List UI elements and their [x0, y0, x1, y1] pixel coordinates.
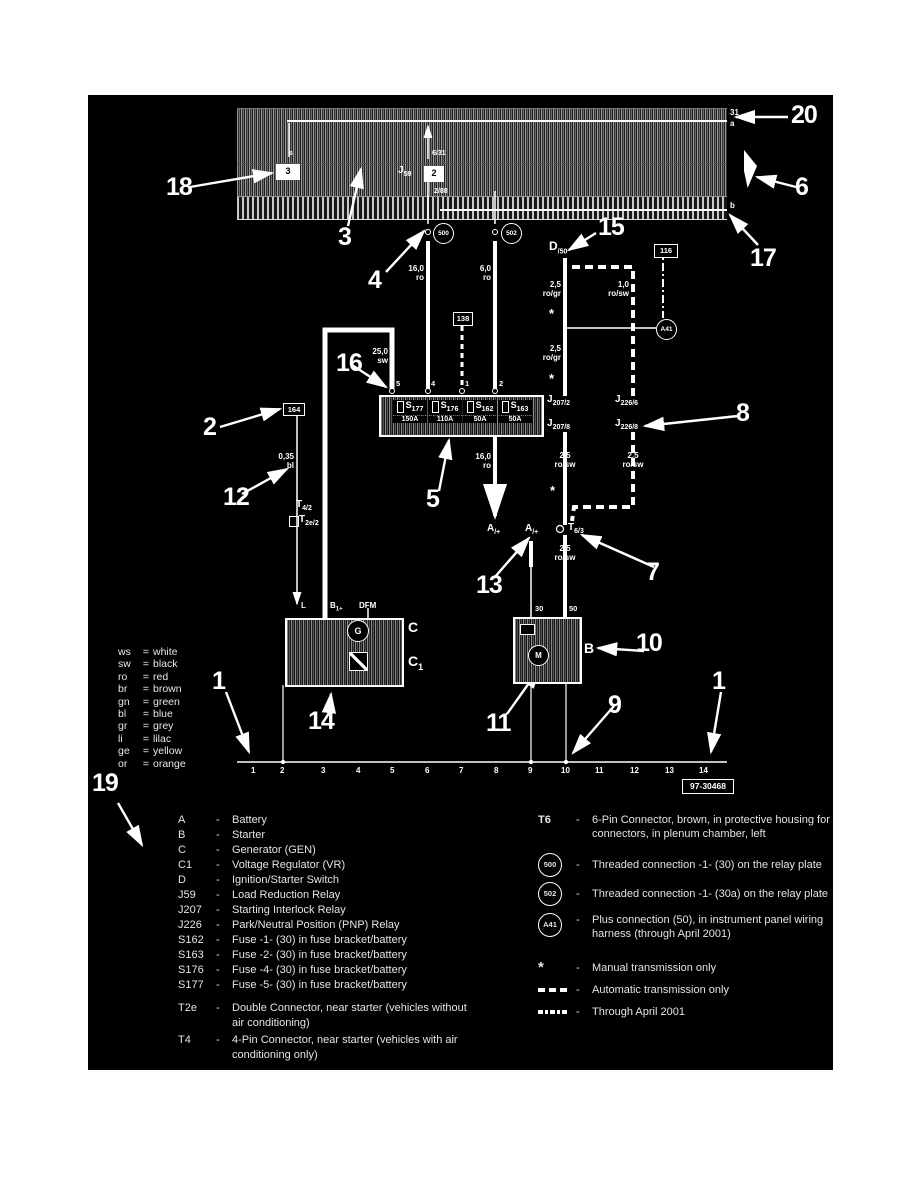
track-number-9: 9	[528, 766, 533, 775]
legend-row-asterisk: * - Manual transmission only	[538, 959, 717, 976]
track-number-12: 12	[630, 766, 639, 775]
relay-pin-s: s	[289, 150, 293, 157]
fuse-icon	[467, 401, 474, 413]
track-number-7: 7	[459, 766, 464, 775]
t2e-2-connector-symbol	[289, 516, 299, 527]
fuse-terminal-5: 5	[396, 379, 401, 388]
j226-pin8-label: $J_{226/8}$	[615, 418, 639, 431]
callout-4: 4	[368, 266, 381, 294]
callout-8: 8	[736, 399, 749, 427]
wire-color-row: ws = white	[118, 646, 178, 658]
track-number-5: 5	[390, 766, 395, 775]
wire-label-2-5-rosw-j207: 2,5 ro/sw	[554, 451, 576, 469]
legend-row-dashdot: - Through April 2001	[538, 1005, 842, 1019]
j59-pin-bottom: 2/88	[434, 188, 448, 195]
fuse-terminal-2: 2	[499, 379, 504, 388]
legend-row: S162 - Fuse -1- (30) in fuse bracket/battery	[178, 934, 407, 946]
callout-18: 18	[166, 173, 192, 201]
generator-terminal-b1plus: $B_{1+}$	[330, 601, 343, 613]
callout-13: 13	[476, 571, 502, 599]
fuse-icon	[397, 401, 404, 413]
legend-row-a41: A41 - Plus connection (50), in instrument panel wiring harness (through April 2001)	[538, 913, 842, 941]
callout-7: 7	[646, 558, 659, 586]
connector-box-164: 164	[283, 403, 305, 416]
bus-31-label: 31	[730, 108, 739, 117]
callout-15: 15	[598, 213, 624, 241]
wire-label-2-5-rosw-j226: 2,5 ro/sw	[622, 451, 644, 469]
fuse-amp-rating: 50A	[463, 416, 497, 423]
generator-terminal-l: L	[301, 601, 306, 610]
wire-color-row: ge = yellow	[118, 745, 183, 758]
battery-plus-label: $A_{/+}$	[487, 523, 501, 536]
fuse-amp-rating: 110A	[428, 416, 462, 423]
wire-color-row: li = lilac	[118, 732, 172, 745]
manual-transmission-asterisk: *	[549, 371, 555, 386]
plus-connection-icon: A41	[538, 913, 562, 937]
track-number-13: 13	[665, 766, 674, 775]
battery-plus-label: $A_{/+}$	[525, 523, 539, 536]
fuse-s163: $S_{163}$ 50A	[498, 400, 532, 430]
t6-3-connector-label: $T_{6/3}$	[568, 522, 584, 535]
track-number-14: 14	[699, 766, 708, 775]
callout-16: 16	[336, 349, 362, 377]
legend-row: T2e - Double Connector, near starter (vehicles without air conditioning)	[178, 1002, 467, 1029]
callout-17: 17	[750, 244, 776, 272]
wire-label-2-5-rogr-lower: 2,5 ro/gr	[542, 344, 561, 362]
generator-terminal-dfm: DFM	[359, 601, 377, 610]
legend-row: T4 - 4-Pin Connector, near starter (vehicles with air conditioning only)	[178, 1034, 458, 1061]
track-number-10: 10	[561, 766, 570, 775]
starter-terminal-30: 30	[535, 604, 544, 613]
starter-terminal-50: 50	[569, 604, 578, 613]
regulator-letter: $C_1$	[408, 653, 424, 672]
fuse-s177: $S_{177}$ 150A	[393, 400, 427, 430]
fuse-terminal-1: 1	[465, 379, 470, 388]
callout-arrows	[118, 117, 796, 845]
component-legend-left	[178, 813, 472, 1063]
connector-box-138: 138	[453, 312, 473, 326]
legend-row: C - Generator (GEN)	[178, 844, 316, 856]
fuse-terminal-4: 4	[431, 379, 436, 388]
t4-2-connector-label: $T_{4/2}$	[296, 499, 312, 512]
dash-dot-line-icon	[538, 1010, 568, 1014]
starter-motor-symbol: M	[528, 645, 549, 666]
callout-6: 6	[795, 173, 808, 201]
bus-b-label: b	[730, 201, 735, 210]
manual-transmission-asterisk: *	[550, 483, 556, 498]
plus-connection-a41: A41	[656, 319, 677, 340]
legend-row-500: 500 - Threaded connection -1- (30) on the relay plate	[538, 853, 842, 877]
fuse-s176: $S_{176}$ 110A	[428, 400, 462, 430]
legend-row: C1 - Voltage Regulator (VR)	[178, 859, 346, 871]
wire-color-row: gn = green	[118, 695, 180, 708]
legend-row: A - Battery	[178, 814, 267, 826]
wire-color-row: br = brown	[118, 683, 182, 696]
wire-color-row: bl = blue	[118, 708, 173, 721]
relay-terminal-3-box	[276, 164, 300, 180]
legend-row: S176 - Fuse -4- (30) in fuse bracket/battery	[178, 964, 407, 976]
track-number-2: 2	[280, 766, 285, 775]
callout-1: 1	[712, 667, 725, 695]
d50-label: $D_{/50}$	[549, 239, 568, 256]
wire-label-0-35-bl: 0,35 bl	[278, 452, 294, 470]
fuse-amp-rating: 50A	[498, 416, 532, 423]
j226-pin6-label: $J_{226/6}$	[615, 394, 639, 407]
callout-9: 9	[608, 691, 621, 719]
callout-5: 5	[426, 485, 439, 513]
manual-transmission-asterisk: *	[549, 306, 555, 321]
callout-19: 19	[92, 769, 118, 797]
wire-color-legend	[118, 646, 186, 770]
generator-box	[285, 618, 404, 687]
legend-row: S163 - Fuse -2- (30) in fuse bracket/battery	[178, 949, 407, 961]
callout-1: 1	[212, 667, 225, 695]
legend-row: J207 - Starting Interlock Relay	[178, 904, 346, 916]
wire-label-16-0-ro-battery: 16,0 ro	[475, 452, 491, 470]
track-number-11: 11	[595, 766, 604, 775]
bus-a-label: a	[730, 119, 735, 128]
callout-3: 3	[338, 223, 351, 251]
callout-20: 20	[791, 101, 817, 129]
diagram-plate-number: 97-30468	[682, 779, 734, 794]
wire-label-16-0-ro: 16,0 ro	[408, 264, 424, 282]
j207-pin2-label: $J_{207/2}$	[547, 394, 571, 407]
wire-label-2-5-rogr-upper: 2,5 ro/gr	[542, 280, 561, 298]
relay-terminal-2: 2	[431, 168, 437, 178]
diagram-panel	[88, 95, 833, 1070]
fuse-amp-rating: 150A	[393, 416, 427, 423]
threaded-connection-icon: 500	[538, 853, 562, 877]
starter-letter: B	[584, 640, 595, 656]
relay-terminal-3: 3	[285, 166, 291, 176]
track-number-3: 3	[321, 766, 326, 775]
j59-label: $J_{59}$	[398, 165, 412, 178]
legend-row-t6: T6 - 6-Pin Connector, brown, in protective housing for connectors, in plenum chamber, left	[538, 814, 830, 840]
track-number-4: 4	[356, 766, 361, 775]
legend-row: J226 - Park/Neutral Position (PNP) Relay	[178, 919, 400, 931]
callout-2: 2	[203, 413, 216, 441]
fuse-s162: $S_{162}$ 50A	[463, 400, 497, 430]
fuse-icon	[502, 401, 509, 413]
callout-12: 12	[223, 483, 249, 511]
legend-row: D - Ignition/Starter Switch	[178, 874, 339, 886]
wire-label-2-5-rosw-50: 2,5 ro/sw	[554, 544, 576, 562]
generator-letter: C	[408, 619, 419, 635]
legend-row-502: 502 - Threaded connection -1- (30a) on the relay plate	[538, 882, 842, 906]
legend-row-dashed: - Automatic transmission only	[538, 983, 842, 997]
j207-pin8-label: $J_{207/8}$	[547, 418, 571, 431]
wire-label-1-0-rosw: 1,0 ro/sw	[608, 280, 629, 298]
legend-row: B - Starter	[178, 829, 266, 841]
callout-10: 10	[636, 629, 662, 657]
callout-14: 14	[308, 707, 334, 735]
track-number-6: 6	[425, 766, 430, 775]
j59-pin-top: 6/31	[432, 150, 446, 157]
legend-row: S177 - Fuse -5- (30) in fuse bracket/battery	[178, 979, 407, 991]
fuse-box	[379, 395, 544, 437]
dashed-line-icon	[538, 988, 568, 992]
relay-terminal-2-box	[424, 166, 444, 182]
threaded-connection-500: 500	[433, 223, 454, 244]
wire-color-row: gr = grey	[118, 720, 174, 733]
wire-color-row: or = orange	[118, 757, 186, 770]
fuse-icon	[432, 401, 439, 413]
legend-row: J59 - Load Reduction Relay	[178, 889, 341, 901]
voltage-regulator-symbol	[349, 652, 368, 671]
wire-label-25-0-sw: 25,0 sw	[372, 347, 388, 365]
wire-color-row: ro = red	[118, 670, 169, 683]
t2e-2-connector-label: $T_{2e/2}$	[299, 514, 319, 527]
wire-color-row: sw = black	[118, 658, 178, 671]
connector-box-116: 116	[654, 244, 678, 258]
track-number-8: 8	[494, 766, 499, 775]
threaded-connection-502: 502	[501, 223, 522, 244]
threaded-connection-icon: 502	[538, 882, 562, 906]
wire-label-6-0-ro: 6,0 ro	[479, 264, 491, 282]
generator-symbol: G	[347, 620, 369, 642]
track-number-1: 1	[251, 766, 256, 775]
callout-11: 11	[486, 709, 511, 737]
starter-solenoid-symbol	[520, 624, 535, 635]
